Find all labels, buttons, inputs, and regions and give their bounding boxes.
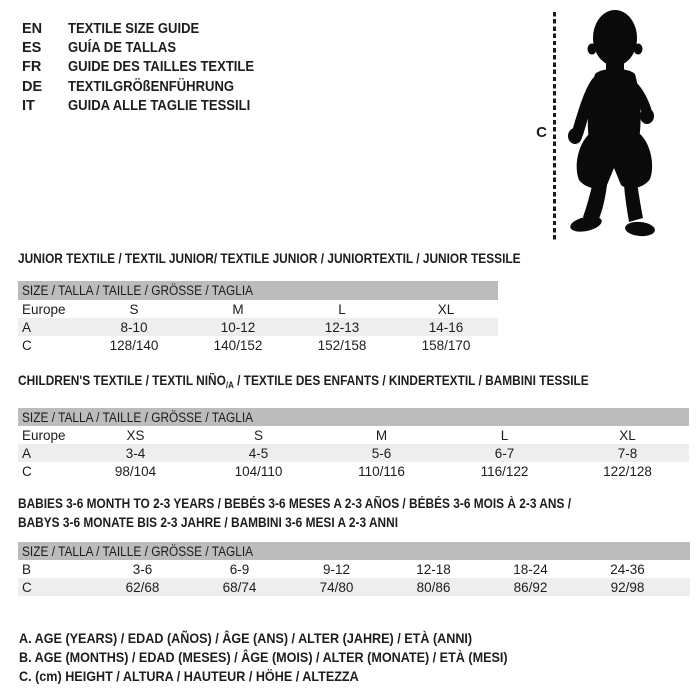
size-cell: S <box>129 301 139 317</box>
size-cell: XL <box>437 301 455 317</box>
size-cell: 18-24 <box>513 561 548 577</box>
size-cell: 80/86 <box>416 579 451 595</box>
size-cell: M <box>375 427 388 443</box>
size-cell: 5-6 <box>371 445 392 461</box>
section-title <box>18 516 690 530</box>
row-label: A <box>22 445 32 461</box>
size-cell: 128/140 <box>109 337 159 353</box>
language-code: EN <box>22 20 43 37</box>
size-cell: 62/68 <box>125 579 160 595</box>
size-cell: 98/104 <box>114 463 157 479</box>
footnote <box>19 666 562 685</box>
title-part: CHILDREN'S TEXTILE / TEXTIL NIÑO <box>18 373 226 388</box>
footnote <box>19 648 562 667</box>
size-header-band <box>18 281 498 300</box>
footnote-text: B. AGE (MONTHS) / EDAD (MESES) / ÂGE (MOIS) / ALTER (MONATE) / ETÀ (MESI) <box>19 649 508 666</box>
footnote <box>19 629 562 648</box>
row-label: Europe <box>22 427 66 443</box>
language-code: ES <box>22 40 42 57</box>
language-label: TEXTILE SIZE GUIDE <box>68 20 200 37</box>
size-section-children <box>18 374 689 480</box>
language-row <box>22 38 275 57</box>
size-cell: 74/80 <box>319 579 354 595</box>
size-cell: 152/158 <box>317 337 367 353</box>
size-cell: 24-36 <box>610 561 645 577</box>
size-header-text: SIZE / TALLA / TAILLE / GRÖSSE / TAGLIA <box>22 283 254 298</box>
size-cell: 10-12 <box>220 319 256 335</box>
language-label: GUÍA DE TALLAS <box>68 40 177 57</box>
size-cell: 92/98 <box>610 579 645 595</box>
section-title <box>18 251 521 266</box>
size-cell: XS <box>126 427 145 443</box>
table-row <box>18 300 498 318</box>
size-header-text: SIZE / TALLA / TAILLE / GRÖSSE / TAGLIA <box>22 409 254 425</box>
size-section-junior <box>18 251 521 354</box>
size-cell: S <box>253 427 263 443</box>
section-title <box>18 497 690 511</box>
section-title-line1: BABIES 3-6 MONTH TO 2-3 YEARS / BEBÉS 3-6 MESES A 2-3 AÑOS / BÉBÉS 3-6 MOIS À 2-3 ANS / <box>18 496 571 511</box>
size-cell: 86/92 <box>513 579 548 595</box>
section-title-line2: BABYS 3-6 MONATE BIS 2-3 JAHRE / BAMBINI 3-6 MESI A 2-3 ANNI <box>18 515 399 530</box>
size-cell: 116/122 <box>480 463 529 479</box>
size-cell: 12-13 <box>324 319 360 335</box>
size-header-band <box>18 408 689 426</box>
size-cell: XL <box>619 427 636 443</box>
size-header-band <box>18 542 690 560</box>
size-cell: 122/128 <box>603 463 652 479</box>
row-label: C <box>22 337 32 353</box>
size-cell: 104/110 <box>234 463 283 479</box>
language-label: TEXTILGRÖßENFÜHRUNG <box>68 78 235 95</box>
row-label: Europe <box>22 301 66 317</box>
size-cell: 140/152 <box>213 337 263 353</box>
size-cell: 9-12 <box>322 561 351 577</box>
size-cell: 3-6 <box>132 561 153 577</box>
size-cell: 68/74 <box>222 579 257 595</box>
size-cell: 110/116 <box>358 463 405 479</box>
row-label: B <box>22 561 32 577</box>
size-cell: L <box>338 301 346 317</box>
size-cell: 7-8 <box>617 445 638 461</box>
table-row <box>18 560 690 578</box>
measure-label-c: C <box>536 124 547 141</box>
row-label: C <box>22 579 32 595</box>
toddler-silhouette-icon <box>562 8 664 241</box>
language-row <box>22 77 275 96</box>
size-cell: 8-10 <box>120 319 148 335</box>
language-code: DE <box>22 78 43 95</box>
table-row <box>18 318 498 336</box>
language-label: GUIDA ALLE TAGLIE TESSILI <box>68 98 251 115</box>
table-row <box>18 426 689 444</box>
language-code: FR <box>22 59 42 76</box>
language-code: IT <box>22 98 35 115</box>
size-cell: 6-9 <box>229 561 250 577</box>
size-cell: M <box>232 301 244 317</box>
language-row <box>22 19 275 38</box>
language-row <box>22 58 275 77</box>
section-title-text: JUNIOR TEXTILE / TEXTIL JUNIOR/ TEXTILE JUNIOR / JUNIORTEXTIL / JUNIOR TESSILE <box>18 251 521 266</box>
section-title-text <box>18 374 589 392</box>
title-subscript: /A <box>225 380 234 390</box>
row-label: A <box>22 319 32 335</box>
section-title <box>18 374 689 392</box>
table-row <box>18 578 690 596</box>
size-header-text: SIZE / TALLA / TAILLE / GRÖSSE / TAGLIA <box>22 543 254 559</box>
height-measure-line <box>553 12 556 241</box>
size-cell: 12-18 <box>416 561 451 577</box>
footnote-text: A. AGE (YEARS) / EDAD (AÑOS) / ÂGE (ANS) / ALTER (JAHRE) / ETÀ (ANNI) <box>19 630 473 647</box>
table-row <box>18 462 689 480</box>
size-cell: 158/170 <box>421 337 471 353</box>
size-section-babies <box>18 497 690 596</box>
table-row <box>18 336 498 354</box>
size-cell: 6-7 <box>494 445 515 461</box>
title-part: / TEXTILE DES ENFANTS / KINDERTEXTIL / BAMBINI TESSILE <box>233 373 589 388</box>
language-label: GUIDE DES TAILLES TEXTILE <box>68 59 255 76</box>
footnote-text: C. (cm) HEIGHT / ALTURA / HAUTEUR / HÖHE / ALTEZZA <box>19 667 359 684</box>
size-cell: 3-4 <box>125 445 146 461</box>
size-cell: 14-16 <box>428 319 464 335</box>
language-row <box>22 97 275 116</box>
row-label: C <box>22 463 32 479</box>
size-cell: 4-5 <box>248 445 269 461</box>
language-list <box>22 19 275 116</box>
table-row <box>18 444 689 462</box>
size-cell: L <box>500 427 509 443</box>
footnote-list <box>19 629 562 685</box>
